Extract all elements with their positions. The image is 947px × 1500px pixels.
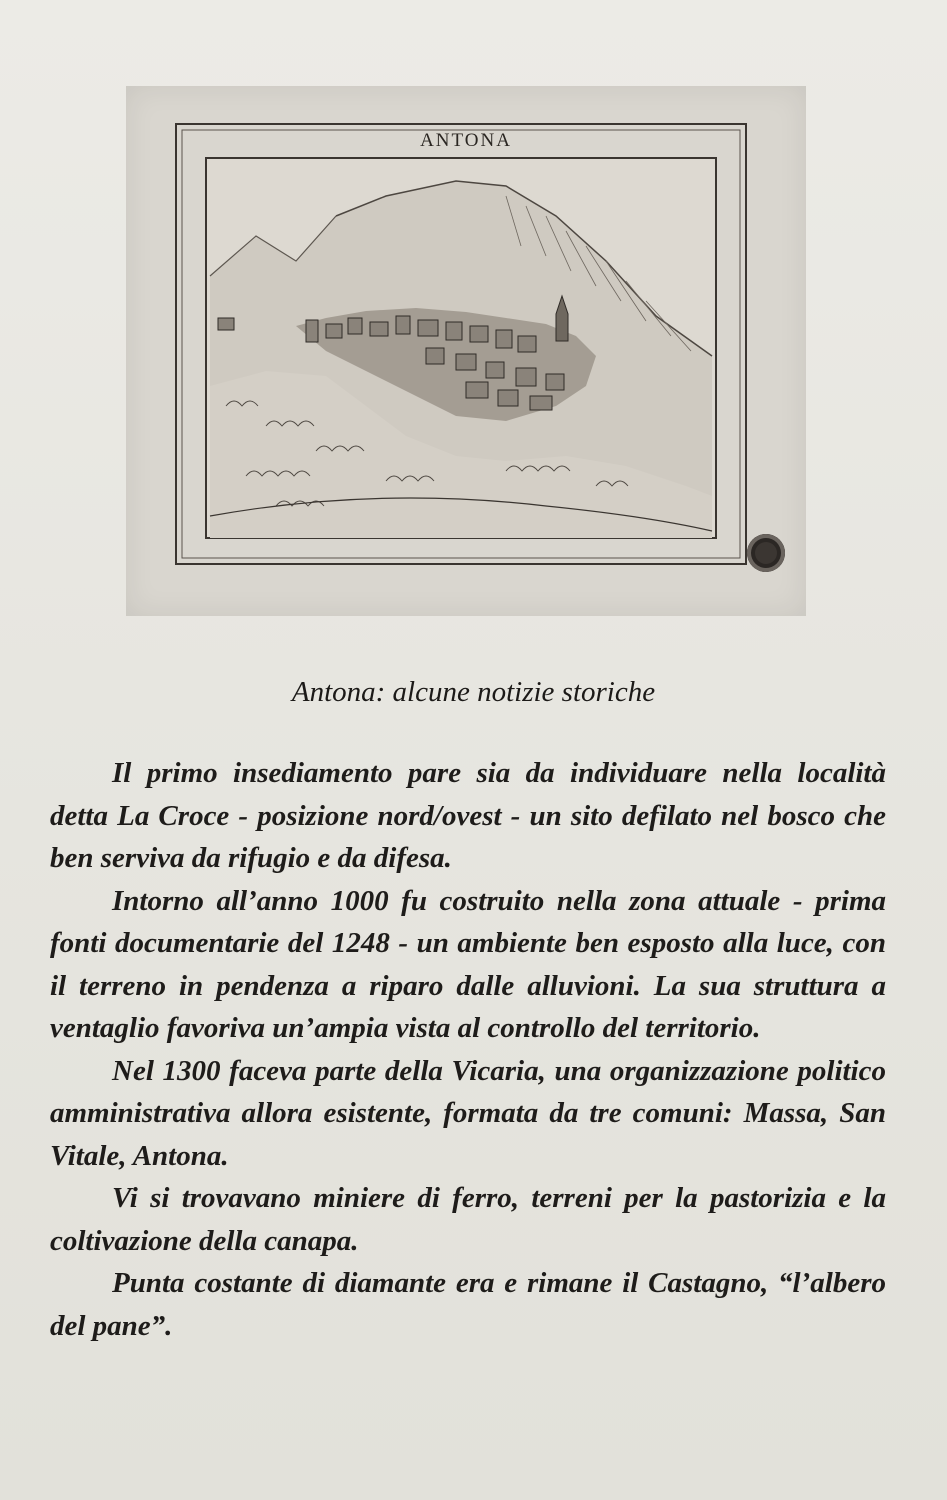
paragraph: Intorno all’anno 1000 fu costruito nella zona attuale - prima fonti documentarie del 1248 - un ambiente ben esposto alla luce, con il terreno in pendenza a riparo dalle alluvioni. La sua struttura a ventaglio favoriva un’ampia vista al controllo del territorio. — [50, 884, 886, 1044]
engraving-drawing — [126, 86, 806, 616]
paragraph: Vi si trovavano miniere di ferro, terreni per la pastorizia e la coltivazione della canapa. — [50, 1182, 886, 1257]
paragraph: Il primo insediamento pare sia da individuare nella località detta La Croce - posizione nord/ovest - un sito defilato nel bosco che ben serviva da rifugio e da difesa. — [50, 757, 886, 874]
engraving-print — [126, 86, 806, 616]
engraving-title: ANTONA — [420, 130, 512, 151]
caption: Antona: alcune notizie storiche — [291, 676, 656, 708]
stamp-seal-icon — [747, 534, 785, 572]
paragraph: Punta costante di diamante era e rimane il Castagno, “l’albero del pane”. — [50, 1267, 886, 1342]
body-text — [50, 752, 886, 1347]
paragraph: Nel 1300 faceva parte della Vicaria, una organizzazione politico amministrativa allora esistente, formata da tre comuni: Massa, San Vitale, Antona. — [50, 1054, 886, 1172]
